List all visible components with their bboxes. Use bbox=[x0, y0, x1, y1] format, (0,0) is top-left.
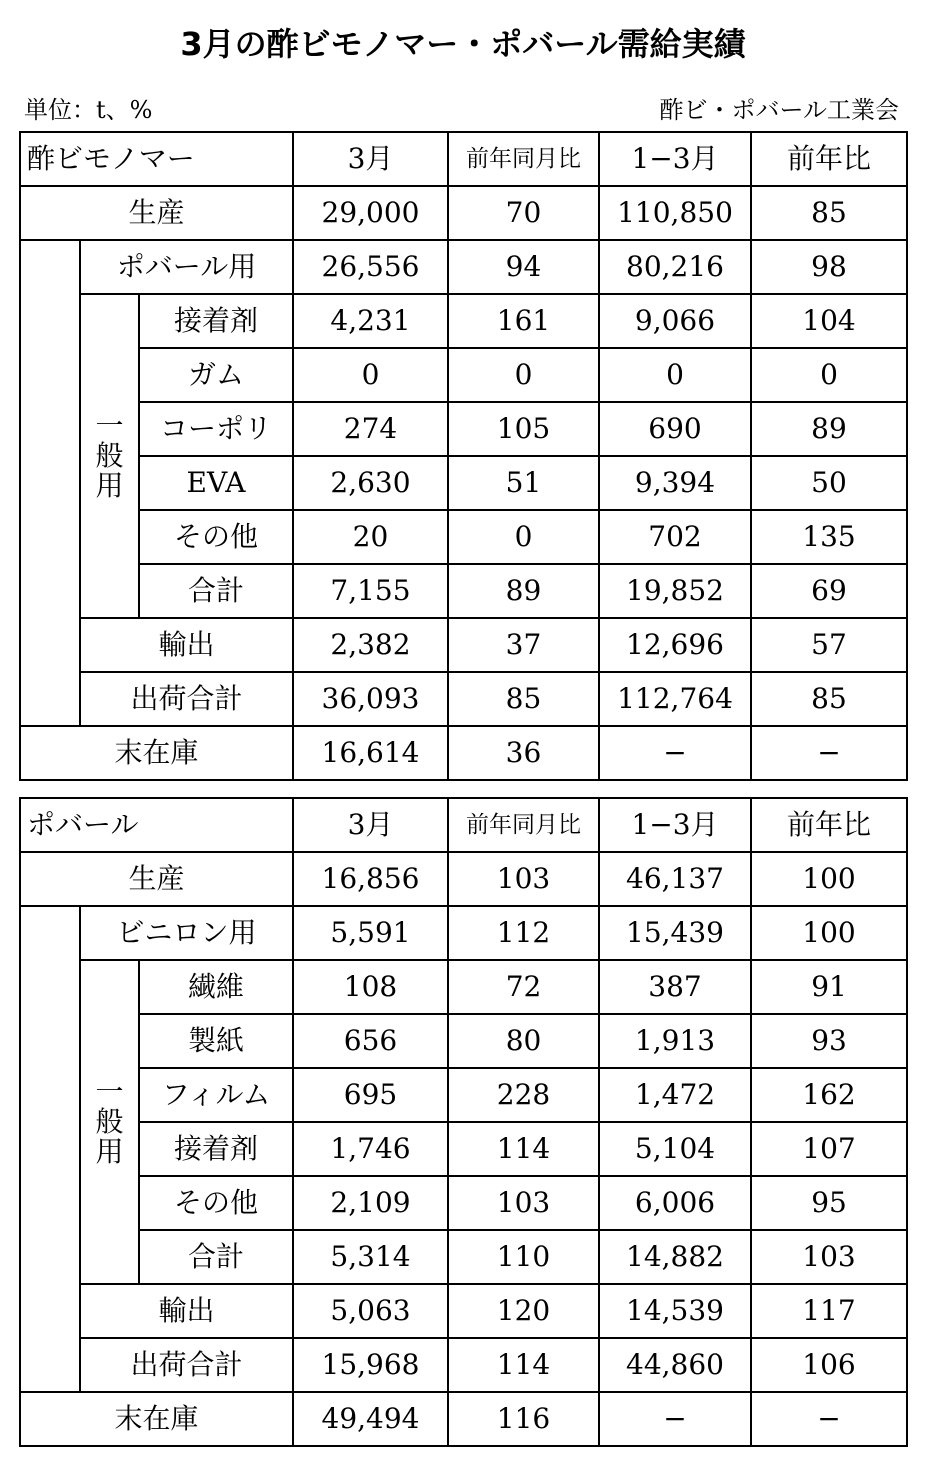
row-label: 末在庫 bbox=[20, 726, 293, 780]
table-row bbox=[20, 1230, 907, 1284]
table-cell: 0 bbox=[599, 348, 751, 402]
table-cell: 29,000 bbox=[293, 186, 448, 240]
table-cell: 9,066 bbox=[599, 294, 751, 348]
table-cell: 228 bbox=[448, 1068, 599, 1122]
table-cell: 120 bbox=[448, 1284, 599, 1338]
table-cell: 114 bbox=[448, 1338, 599, 1392]
table-cell: − bbox=[751, 726, 907, 780]
group-label-char: 一 bbox=[95, 1075, 124, 1108]
table-cell: 100 bbox=[751, 852, 907, 906]
column-header: 前年比 bbox=[751, 132, 907, 186]
table-cell: 105 bbox=[448, 402, 599, 456]
table-cell: 4,231 bbox=[293, 294, 448, 348]
table-cell: 2,630 bbox=[293, 456, 448, 510]
table-cell: 36 bbox=[448, 726, 599, 780]
group-label-char: 般 bbox=[95, 439, 124, 472]
table-cell: 89 bbox=[448, 564, 599, 618]
group-label bbox=[80, 294, 139, 618]
row-label: その他 bbox=[139, 1176, 293, 1230]
table-row bbox=[20, 906, 907, 960]
row-label: 繊維 bbox=[139, 960, 293, 1014]
table-cell: 2,109 bbox=[293, 1176, 448, 1230]
table-cell: 80,216 bbox=[599, 240, 751, 294]
table-cell: 695 bbox=[293, 1068, 448, 1122]
row-label: EVA bbox=[139, 456, 293, 510]
row-label: 出荷合計 bbox=[80, 672, 293, 726]
table-cell: 19,852 bbox=[599, 564, 751, 618]
table-cell: 106 bbox=[751, 1338, 907, 1392]
table-row bbox=[20, 510, 907, 564]
table-cell: − bbox=[599, 1392, 751, 1446]
monomer-table bbox=[19, 131, 908, 781]
table-cell: 16,614 bbox=[293, 726, 448, 780]
table-cell: 26,556 bbox=[293, 240, 448, 294]
table-cell: 1,913 bbox=[599, 1014, 751, 1068]
table-row bbox=[20, 618, 907, 672]
table-cell: 49,494 bbox=[293, 1392, 448, 1446]
table-row bbox=[20, 294, 907, 348]
table-row bbox=[20, 1068, 907, 1122]
table-cell: 2,382 bbox=[293, 618, 448, 672]
row-label: 出荷合計 bbox=[80, 1338, 293, 1392]
table-cell: − bbox=[599, 726, 751, 780]
table-row bbox=[20, 1122, 907, 1176]
group-label-char: 用 bbox=[95, 469, 124, 502]
table-cell: 93 bbox=[751, 1014, 907, 1068]
table-row bbox=[20, 960, 907, 1014]
row-label: 生産 bbox=[20, 186, 293, 240]
organization-label: 酢ビ・ポバール工業会 bbox=[659, 96, 899, 124]
table-cell: 9,394 bbox=[599, 456, 751, 510]
table-cell: − bbox=[751, 1392, 907, 1446]
row-label: 接着剤 bbox=[139, 1122, 293, 1176]
table-cell: 7,155 bbox=[293, 564, 448, 618]
table-cell: 0 bbox=[293, 348, 448, 402]
table-cell: 20 bbox=[293, 510, 448, 564]
table-row bbox=[20, 1014, 907, 1068]
table-cell: 161 bbox=[448, 294, 599, 348]
unit-label: 単位：t、% bbox=[24, 96, 153, 124]
table-cell: 14,882 bbox=[599, 1230, 751, 1284]
table-row bbox=[20, 1284, 907, 1338]
table-row bbox=[20, 402, 907, 456]
table-cell: 57 bbox=[751, 618, 907, 672]
row-label: 接着剤 bbox=[139, 294, 293, 348]
table-row bbox=[20, 456, 907, 510]
row-label: ポバール用 bbox=[80, 240, 293, 294]
table-cell: 72 bbox=[448, 960, 599, 1014]
row-label: その他 bbox=[139, 510, 293, 564]
table-cell: 1,746 bbox=[293, 1122, 448, 1176]
table-cell: 98 bbox=[751, 240, 907, 294]
table-cell: 12,696 bbox=[599, 618, 751, 672]
row-label: 製紙 bbox=[139, 1014, 293, 1068]
table-corner-label: ポバール bbox=[20, 798, 293, 852]
table-cell: 112 bbox=[448, 906, 599, 960]
table-row bbox=[20, 672, 907, 726]
row-label: 末在庫 bbox=[20, 1392, 293, 1446]
table-row bbox=[20, 240, 907, 294]
table-cell: 15,968 bbox=[293, 1338, 448, 1392]
table-row bbox=[20, 348, 907, 402]
table-cell: 656 bbox=[293, 1014, 448, 1068]
column-header: 1−3月 bbox=[599, 132, 751, 186]
table-header-row bbox=[20, 132, 907, 186]
row-label: ガム bbox=[139, 348, 293, 402]
table-row bbox=[20, 1176, 907, 1230]
group-label-char: 用 bbox=[95, 1135, 124, 1168]
row-label: フィルム bbox=[139, 1068, 293, 1122]
table-row bbox=[20, 564, 907, 618]
table-row bbox=[20, 1338, 907, 1392]
table-cell: 135 bbox=[751, 510, 907, 564]
table-cell: 95 bbox=[751, 1176, 907, 1230]
row-label: 輸出 bbox=[80, 618, 293, 672]
table-cell: 274 bbox=[293, 402, 448, 456]
table-cell: 5,314 bbox=[293, 1230, 448, 1284]
table-cell: 702 bbox=[599, 510, 751, 564]
table-cell: 85 bbox=[751, 672, 907, 726]
table-cell: 107 bbox=[751, 1122, 907, 1176]
table-cell: 85 bbox=[448, 672, 599, 726]
indent-spacer bbox=[20, 906, 80, 1392]
page-title: 3月の酢ビモノマー・ポバール需給実績 bbox=[180, 25, 746, 63]
table-cell: 50 bbox=[751, 456, 907, 510]
table-cell: 85 bbox=[751, 186, 907, 240]
poval-table bbox=[19, 797, 908, 1447]
table-cell: 5,591 bbox=[293, 906, 448, 960]
column-header: 前年同月比 bbox=[448, 798, 599, 852]
table-cell: 112,764 bbox=[599, 672, 751, 726]
table-cell: 1,472 bbox=[599, 1068, 751, 1122]
table-header-row bbox=[20, 798, 907, 852]
group-label bbox=[80, 960, 139, 1284]
table-cell: 103 bbox=[751, 1230, 907, 1284]
table-cell: 36,093 bbox=[293, 672, 448, 726]
table-cell: 100 bbox=[751, 906, 907, 960]
table-cell: 51 bbox=[448, 456, 599, 510]
table-cell: 70 bbox=[448, 186, 599, 240]
table-cell: 108 bbox=[293, 960, 448, 1014]
row-label: ビニロン用 bbox=[80, 906, 293, 960]
table-cell: 116 bbox=[448, 1392, 599, 1446]
table-cell: 91 bbox=[751, 960, 907, 1014]
table-row bbox=[20, 186, 907, 240]
table-cell: 103 bbox=[448, 1176, 599, 1230]
table-cell: 110,850 bbox=[599, 186, 751, 240]
table-cell: 44,860 bbox=[599, 1338, 751, 1392]
table-cell: 0 bbox=[751, 348, 907, 402]
column-header: 前年比 bbox=[751, 798, 907, 852]
table-cell: 69 bbox=[751, 564, 907, 618]
row-label: 生産 bbox=[20, 852, 293, 906]
column-header: 3月 bbox=[293, 132, 448, 186]
table-cell: 5,104 bbox=[599, 1122, 751, 1176]
table-cell: 117 bbox=[751, 1284, 907, 1338]
table-cell: 103 bbox=[448, 852, 599, 906]
table-row bbox=[20, 1392, 907, 1446]
row-label: 輸出 bbox=[80, 1284, 293, 1338]
table-cell: 387 bbox=[599, 960, 751, 1014]
table-cell: 15,439 bbox=[599, 906, 751, 960]
table-cell: 690 bbox=[599, 402, 751, 456]
table-cell: 0 bbox=[448, 510, 599, 564]
table-cell: 5,063 bbox=[293, 1284, 448, 1338]
column-header: 1−3月 bbox=[599, 798, 751, 852]
row-label: 合計 bbox=[139, 1230, 293, 1284]
row-label: コーポリ bbox=[139, 402, 293, 456]
table-cell: 94 bbox=[448, 240, 599, 294]
table-cell: 114 bbox=[448, 1122, 599, 1176]
table-corner-label: 酢ビモノマー bbox=[20, 132, 293, 186]
row-label: 合計 bbox=[139, 564, 293, 618]
column-header: 前年同月比 bbox=[448, 132, 599, 186]
table-cell: 0 bbox=[448, 348, 599, 402]
table-cell: 6,006 bbox=[599, 1176, 751, 1230]
column-header: 3月 bbox=[293, 798, 448, 852]
table-cell: 104 bbox=[751, 294, 907, 348]
table-cell: 16,856 bbox=[293, 852, 448, 906]
group-label-char: 般 bbox=[95, 1105, 124, 1138]
table-cell: 80 bbox=[448, 1014, 599, 1068]
table-cell: 110 bbox=[448, 1230, 599, 1284]
table-cell: 14,539 bbox=[599, 1284, 751, 1338]
indent-spacer bbox=[20, 240, 80, 726]
table-cell: 89 bbox=[751, 402, 907, 456]
table-cell: 46,137 bbox=[599, 852, 751, 906]
table-cell: 162 bbox=[751, 1068, 907, 1122]
group-label-char: 一 bbox=[95, 409, 124, 442]
table-row bbox=[20, 852, 907, 906]
table-row bbox=[20, 726, 907, 780]
table-cell: 37 bbox=[448, 618, 599, 672]
